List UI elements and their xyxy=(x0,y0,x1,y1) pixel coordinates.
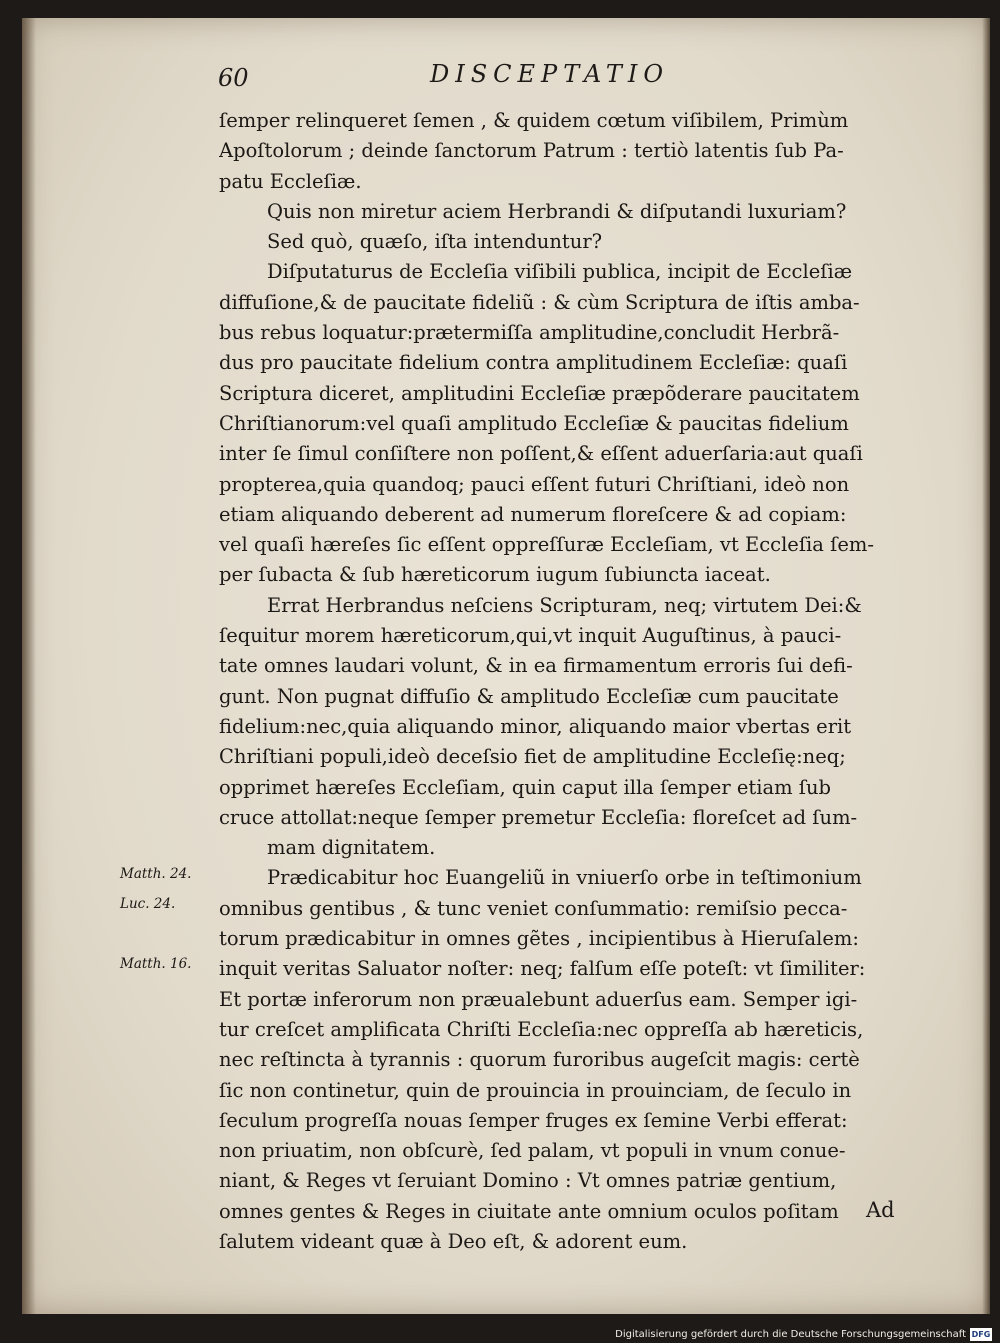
text-line: torum prædicabitur in omnes gẽtes , incipientibus à Hieruſalem: xyxy=(219,927,859,951)
text-line: ſeculum progreſſa nouas ſemper fruges ex ſemine Verbi efferat: xyxy=(219,1108,848,1132)
page-number: 60 xyxy=(218,64,249,92)
text-line: Errat Herbrandus neſciens Scripturam, neq; virtutem Dei:& xyxy=(267,593,862,617)
text-line: Chriſtianorum:vel quaſi amplitudo Eccleſiæ & paucitas fidelium xyxy=(219,411,849,435)
text-line: per ſubacta & ſub hæreticorum iugum ſubiuncta iaceat. xyxy=(219,563,771,587)
text-line: Scriptura diceret, amplitudini Eccleſiæ præpõderare paucitatem xyxy=(219,381,860,405)
text-line: inter ſe ſimul conſiſtere non poſſent,& eſſent aduerſaria:aut quaſi xyxy=(219,442,863,466)
text-line: fidelium:nec,quia aliquando minor, aliquando maior vbertas erit xyxy=(219,714,852,738)
text-line: Diſputaturus de Eccleſia viſibili publica, incipit de Eccleſiæ xyxy=(267,260,853,284)
text-line: ſic non continetur, quin de prouincia in prouinciam, de ſeculo in xyxy=(219,1078,852,1102)
text-line: dus pro paucitate fidelium contra amplitudinem Eccleſiæ: quaſi xyxy=(219,351,848,375)
text-line: mam dignitatem. xyxy=(267,836,436,860)
text-line: tur creſcet amplificata Chriſti Eccleſia:nec oppreſſa ab hæreticis, xyxy=(219,1017,864,1041)
text-line: ſalutem videant quæ à Deo eſt, & adorent eum. xyxy=(219,1229,688,1253)
text-line: non priuatim, non obſcurè, ſed palam, vt populi in vnum conue- xyxy=(219,1139,846,1163)
digitization-credit: Digitalisierung gefördert durch die Deutsche Forschungsgemeinschaft xyxy=(615,1329,966,1340)
text-line: Chriſtiani populi,ideò deceſsio fiet de amplitudine Eccleſię:neq; xyxy=(219,745,846,769)
text-line: niant, & Reges vt ſeruiant Domino : Vt omnes patriæ gentium, xyxy=(219,1169,837,1193)
marginal-note: Matth. 24. xyxy=(120,866,192,882)
text-line: Apoſtolorum ; deinde ſanctorum Patrum : tertiò latentis ſub Pa- xyxy=(219,139,844,163)
page-gutter-shadow xyxy=(22,18,36,1314)
text-line: Prædicabitur hoc Euangeliũ in vniuerſo orbe in teſtimonium xyxy=(267,866,862,890)
catchword: Ad xyxy=(866,1198,895,1222)
dfg-logo: DFG xyxy=(971,1330,991,1339)
text-line: cruce attollat:neque ſemper premetur Eccleſia: floreſcet ad ſum- xyxy=(219,805,858,829)
text-line: tate omnes laudari volunt, & in ea firmamentum erroris ſui defi- xyxy=(219,654,853,678)
marginal-note: Luc. 24. xyxy=(120,896,176,912)
body-text xyxy=(219,106,919,1257)
text-line: diffuſione,& de paucitate fideliũ : & cùm Scriptura de iſtis amba- xyxy=(219,290,860,314)
text-line: etiam aliquando deberent ad numerum floreſcere & ad copiam: xyxy=(219,502,847,526)
text-line: vel quaſi hæreſes ſic eſſent oppreſſuræ Eccleſiam, vt Eccleſia ſem- xyxy=(219,533,874,557)
text-line: omnes gentes & Reges in ciuitate ante omnium oculos poſitam xyxy=(219,1199,839,1223)
page-edge-shadow xyxy=(982,18,990,1314)
text-line: Et portæ inferorum non præualebunt aduerſus eam. Semper igi- xyxy=(219,987,858,1011)
text-line: ſemper relinqueret ſemen , & quidem cœtum viſibilem, Primùm xyxy=(219,109,849,132)
text-line: patu Eccleſiæ. xyxy=(219,169,362,193)
running-title: DISCEPTATIO xyxy=(430,60,670,88)
text-line: gunt. Non pugnat diffuſio & amplitudo Eccleſiæ cum paucitate xyxy=(219,684,839,708)
text-line: ſequitur morem hæreticorum,qui,vt inquit Auguſtinus, à pauci- xyxy=(219,624,842,648)
text-line: inquit veritas Saluator noſter: neq; falſum eſſe poteſt: vt ſimiliter: xyxy=(219,957,866,981)
text-line: opprimet hæreſes Eccleſiam, quin caput illa ſemper etiam ſub xyxy=(219,775,832,799)
text-line: propterea,quia quandoq; pauci eſſent futuri Chriſtiani, ideò non xyxy=(219,472,850,496)
text-line: Quis non miretur aciem Herbrandi & diſputandi luxuriam? xyxy=(267,199,847,223)
text-line: nec reſtincta à tyrannis : quorum furoribus augeſcit magis: certè xyxy=(219,1048,860,1072)
text-line: bus rebus loquatur:prætermiſſa amplitudine,concludit Herbrã- xyxy=(219,321,840,345)
marginal-note: Matth. 16. xyxy=(120,956,192,972)
text-line: Sed quò, quæſo, iſta intenduntur? xyxy=(267,230,603,254)
running-head xyxy=(218,60,718,96)
text-line: omnibus gentibus , & tunc veniet conſummatio: remiſsio pecca- xyxy=(219,896,848,920)
